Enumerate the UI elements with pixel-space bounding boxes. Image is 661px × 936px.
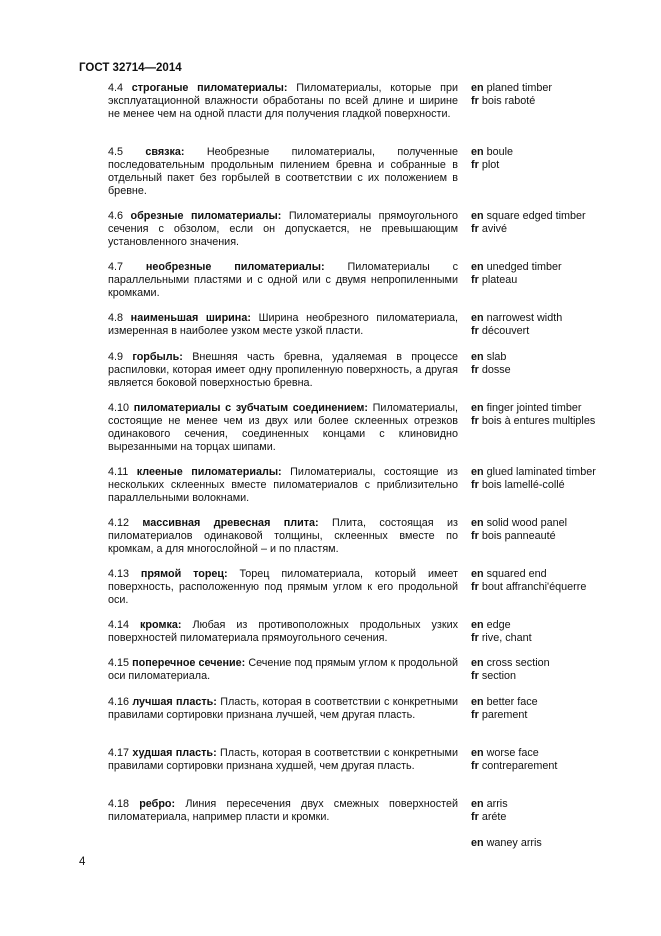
fr-term: bois raboté (481, 95, 536, 107)
en-label: en (471, 517, 484, 529)
fr-label: fr (471, 581, 479, 593)
en-label: en (471, 261, 484, 273)
fr-line (471, 709, 661, 722)
term-definition (108, 402, 458, 454)
en-line (471, 312, 661, 325)
term-definition (108, 517, 458, 556)
fr-term: aréte (481, 811, 507, 823)
term-title: прямой торец: (140, 568, 228, 580)
translations (471, 210, 661, 236)
fr-line (471, 581, 661, 594)
en-term: unedged timber (486, 261, 562, 273)
term-number: 4.6 (108, 210, 124, 222)
fr-term: dosse (481, 364, 511, 376)
fr-label: fr (471, 415, 479, 427)
en-label: en (471, 210, 484, 222)
term-text: Пиломатериалы с параллельными пластями и с одной или с двумя непропиленными кромками. (108, 261, 459, 299)
term-text: Пласть, которая в соответствии с конкретными правилами сортировки признана худшей, чем другая пласть. (108, 747, 459, 772)
en-line (471, 82, 661, 95)
term-title: поперечное сечение: (132, 657, 246, 669)
en-term: arris (486, 798, 508, 810)
fr-line (471, 223, 661, 236)
en-term: worse face (486, 747, 539, 759)
en-term: slab (486, 351, 507, 363)
translations (471, 619, 661, 645)
fr-line (471, 670, 661, 683)
en-label: en (471, 619, 484, 631)
term-title: массивная древесная плита: (142, 517, 319, 529)
en-term: boule (486, 146, 514, 158)
term-title: кромка: (140, 619, 182, 631)
en-line (471, 568, 661, 581)
en-line (471, 466, 661, 479)
en-label: en (471, 466, 484, 478)
term-text: Внешняя часть бревна, удаляемая в процессе распиловки, которая имеет одну пропиленную поверхность, а другая является боковой поверхностью бревна. (108, 351, 459, 389)
fr-term: bois à entures multiples (481, 415, 596, 427)
term-title: худшая пласть: (132, 747, 217, 759)
en-term: solid wood panel (486, 517, 568, 529)
translations (471, 657, 661, 683)
fr-line (471, 530, 661, 543)
translations (471, 747, 661, 773)
en-label: en (471, 312, 484, 324)
fr-line (471, 95, 661, 108)
term-text: Пласть, которая в соответствии с конкретными правилами сортировки признана лучшей, чем другая пласть. (108, 696, 459, 721)
fr-line (471, 159, 661, 172)
fr-term: bois panneauté (481, 530, 556, 542)
term-definition (108, 351, 458, 390)
fr-term: avivé (481, 223, 508, 235)
term-title: связка: (145, 146, 185, 158)
term-definition (108, 747, 458, 773)
fr-label: fr (471, 364, 479, 376)
term-number: 4.8 (108, 312, 124, 324)
fr-line (471, 811, 661, 824)
document-header: ГОСТ 32714—2014 (79, 62, 182, 74)
term-title: обрезные пиломатериалы: (130, 210, 282, 222)
en-label: en (471, 696, 484, 708)
en-term: better face (486, 696, 538, 708)
term-title: ребро: (139, 798, 176, 810)
term-definition (108, 568, 458, 607)
en-term: planed timber (486, 82, 553, 94)
term-text: Сечение под прямым углом к продольной оси пиломатериала. (108, 657, 459, 682)
term-definition (108, 466, 458, 505)
fr-label: fr (471, 760, 479, 772)
fr-term: parement (481, 709, 528, 721)
term-text: Плита, состоящая из пиломатериалов одинаковой толщины, склеенных вместе по кромкам, а для многослойной – и по пластям. (108, 517, 459, 555)
en-line (471, 747, 661, 760)
en-label: en (471, 146, 484, 158)
term-number: 4.5 (108, 146, 124, 158)
translations (471, 82, 661, 108)
term-number: 4.7 (108, 261, 124, 273)
en-term: finger jointed timber (486, 402, 582, 414)
fr-line (471, 415, 661, 428)
en-line (471, 517, 661, 530)
en-term: glued laminated timber (486, 466, 596, 478)
fr-term: plateau (481, 274, 518, 286)
page-number: 4 (79, 856, 86, 868)
term-text: Пиломатериалы, состоящие из нескольких склеенных вместе пиломатериалов с приблизительно параллельными волокнами. (108, 466, 459, 504)
fr-label: fr (471, 223, 479, 235)
en-line (471, 210, 661, 223)
translations (471, 312, 661, 338)
fr-term: contreparement (481, 760, 558, 772)
term-definition (108, 210, 458, 249)
term-text: Пиломатериалы, состоящие не менее чем из двух или более склеенных отрезков одинакового сечения, соединенных концами с клиновидно вырезанными на торцах шипами. (108, 402, 458, 453)
fr-line (471, 274, 661, 287)
term-number: 4.4 (108, 82, 124, 94)
fr-term: bout affranchi'équerre (481, 581, 587, 593)
fr-line (471, 632, 661, 645)
translations (471, 146, 661, 172)
fr-label: fr (471, 479, 479, 491)
en-line (471, 696, 661, 709)
term-number: 4.18 (108, 798, 130, 810)
term-title: наименьшая ширина: (130, 312, 251, 324)
en-line (471, 619, 661, 632)
translations (471, 261, 661, 287)
fr-line (471, 760, 661, 773)
en-label: en (471, 568, 484, 580)
term-definition (108, 696, 458, 722)
translations (471, 351, 661, 377)
translations (471, 568, 661, 594)
term-title: горбыль: (132, 351, 183, 363)
fr-term: plot (481, 159, 500, 171)
fr-label: fr (471, 670, 479, 682)
en-label: en (471, 798, 484, 810)
term-title: необрезные пиломатериалы: (145, 261, 325, 273)
fr-line (471, 364, 661, 377)
en-label: en (471, 351, 484, 363)
en-label: en (471, 747, 484, 759)
translations (471, 696, 661, 722)
term-number: 4.15 (108, 657, 130, 669)
en-term: narrowest width (486, 312, 563, 324)
term-definition (108, 261, 458, 300)
term-definition (108, 798, 458, 824)
fr-label: fr (471, 632, 479, 644)
term-number: 4.13 (108, 568, 130, 580)
en-line (471, 402, 661, 415)
term-definition (108, 146, 458, 198)
fr-term: rive, chant (481, 632, 532, 644)
fr-line (471, 479, 661, 492)
term-text: Ширина необрезного пиломатериала, измеренная в наиболее узком месте узкой пласти. (108, 312, 459, 337)
term-definition (108, 312, 458, 338)
term-definition (108, 619, 458, 645)
en-line (471, 261, 661, 274)
term-text: Линия пересечения двух смежных поверхностей пиломатериала, например пласти и кромки. (108, 798, 459, 823)
translations (471, 466, 661, 492)
term-title: пиломатериалы с зубчатым соединением: (133, 402, 368, 414)
term-text: Пиломатериалы прямоугольного сечения с обзолом, если он допускается, не превышающим установленного значения. (108, 210, 458, 248)
term-number: 4.9 (108, 351, 124, 363)
fr-label: fr (471, 159, 479, 171)
fr-label: fr (471, 95, 479, 107)
fr-term: découvert (481, 325, 530, 337)
term-title: строганые пиломатериалы: (131, 82, 288, 94)
term-number: 4.12 (108, 517, 130, 529)
en-term: squared end (486, 568, 547, 580)
fr-line (471, 325, 661, 338)
translations (471, 517, 661, 543)
en-label: en (471, 657, 484, 669)
translations (471, 402, 661, 428)
en-term: square edged timber (486, 210, 586, 222)
en-line (471, 657, 661, 670)
term-definition (108, 657, 458, 683)
fr-label: fr (471, 274, 479, 286)
extra-term (471, 837, 542, 850)
term-text: Торец пиломатериала, который имеет поверхность, расположенную под прямым углом к его продольной оси. (108, 568, 458, 606)
en-line (471, 351, 661, 364)
fr-term: section (481, 670, 517, 682)
fr-term: bois lamellé-collé (481, 479, 565, 491)
term-number: 4.14 (108, 619, 130, 631)
en-term: cross section (486, 657, 550, 669)
fr-label: fr (471, 811, 479, 823)
fr-label: fr (471, 530, 479, 542)
term-number: 4.10 (108, 402, 130, 414)
translations (471, 798, 661, 824)
term-text: Пиломатериалы, которые при эксплуатационной влажности обработаны по всей длине и ширине не менее чем на одной пласти для получения гладкой поверхности. (108, 82, 458, 120)
en-term: waney arris (486, 837, 542, 849)
term-title: лучшая пласть: (132, 696, 217, 708)
term-title: клееные пиломатериалы: (136, 466, 282, 478)
fr-label: fr (471, 709, 479, 721)
term-number: 4.16 (108, 696, 130, 708)
en-line (471, 798, 661, 811)
term-text: Необрезные пиломатериалы, полученные последовательным продольным пилением бревна и собранные в отдельный пакет без горбылей в соответствии с их положением в бревне. (108, 146, 458, 197)
term-definition (108, 82, 458, 121)
term-number: 4.11 (108, 466, 129, 478)
term-text: Любая из противоположных продольных узких поверхностей пиломатериала прямоугольного сечения. (108, 619, 459, 644)
en-label: en (471, 82, 484, 94)
en-term: edge (486, 619, 511, 631)
en-line (471, 146, 661, 159)
en-label: en (471, 402, 484, 414)
term-number: 4.17 (108, 747, 130, 759)
en-label: en (471, 837, 484, 849)
fr-label: fr (471, 325, 479, 337)
